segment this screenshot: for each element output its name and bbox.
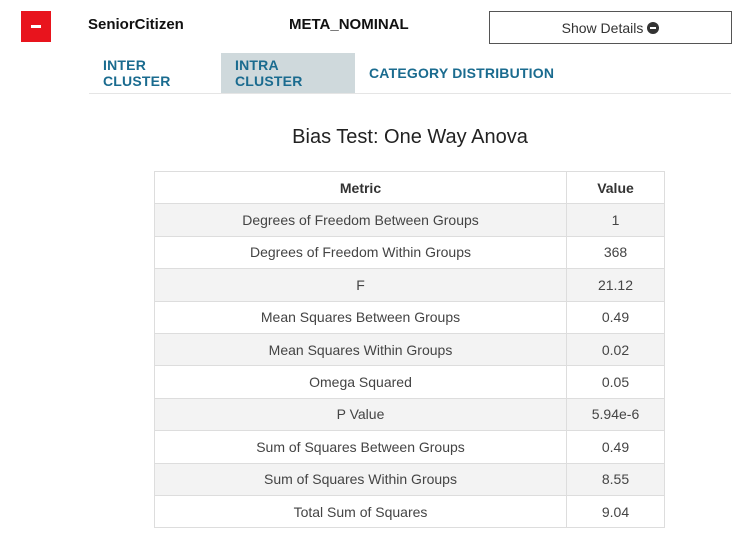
field-type: META_NOMINAL [289, 16, 409, 33]
tab-inter-cluster[interactable] [89, 53, 221, 93]
table-row [155, 398, 665, 430]
value-cell: 0.02 [567, 333, 665, 365]
show-details-button[interactable] [489, 11, 732, 44]
metrics-table [154, 171, 665, 528]
metric-cell: Mean Squares Within Groups [155, 333, 567, 365]
tab-label: INTER CLUSTER [103, 57, 171, 89]
table-row [155, 204, 665, 236]
tab-bar [89, 53, 731, 94]
value-cell: 368 [567, 236, 665, 268]
value-cell: 0.49 [567, 431, 665, 463]
metric-cell: Mean Squares Between Groups [155, 301, 567, 333]
table-row [155, 333, 665, 365]
metric-cell: Omega Squared [155, 366, 567, 398]
value-cell: 1 [567, 204, 665, 236]
table-header-row [155, 172, 665, 204]
table-row [155, 495, 665, 527]
column-header-metric: Metric [155, 172, 567, 204]
tab-intra-cluster[interactable] [221, 53, 355, 93]
collapse-button[interactable] [21, 11, 51, 42]
metric-cell: F [155, 269, 567, 301]
value-cell: 21.12 [567, 269, 665, 301]
table-row [155, 236, 665, 268]
table-row [155, 366, 665, 398]
metric-cell: Degrees of Freedom Within Groups [155, 236, 567, 268]
table-row [155, 301, 665, 333]
minus-icon [31, 25, 41, 28]
metric-cell: Total Sum of Squares [155, 495, 567, 527]
metric-cell: Degrees of Freedom Between Groups [155, 204, 567, 236]
minus-circle-icon [647, 22, 659, 34]
tab-category-distribution[interactable] [355, 53, 568, 93]
metric-cell: Sum of Squares Within Groups [155, 463, 567, 495]
value-cell: 5.94e-6 [567, 398, 665, 430]
table-row [155, 463, 665, 495]
tab-label: INTRA CLUSTER [235, 57, 303, 89]
section-title: Bias Test: One Way Anova [292, 126, 528, 148]
metric-cell: Sum of Squares Between Groups [155, 431, 567, 463]
tab-label: CATEGORY DISTRIBUTION [369, 65, 555, 81]
field-name: SeniorCitizen [88, 16, 184, 33]
column-header-value: Value [567, 172, 665, 204]
value-cell: 0.05 [567, 366, 665, 398]
value-cell: 9.04 [567, 495, 665, 527]
show-details-label: Show Details [561, 19, 644, 36]
table-row [155, 269, 665, 301]
table-row [155, 431, 665, 463]
value-cell: 0.49 [567, 301, 665, 333]
value-cell: 8.55 [567, 463, 665, 495]
metric-cell: P Value [155, 398, 567, 430]
